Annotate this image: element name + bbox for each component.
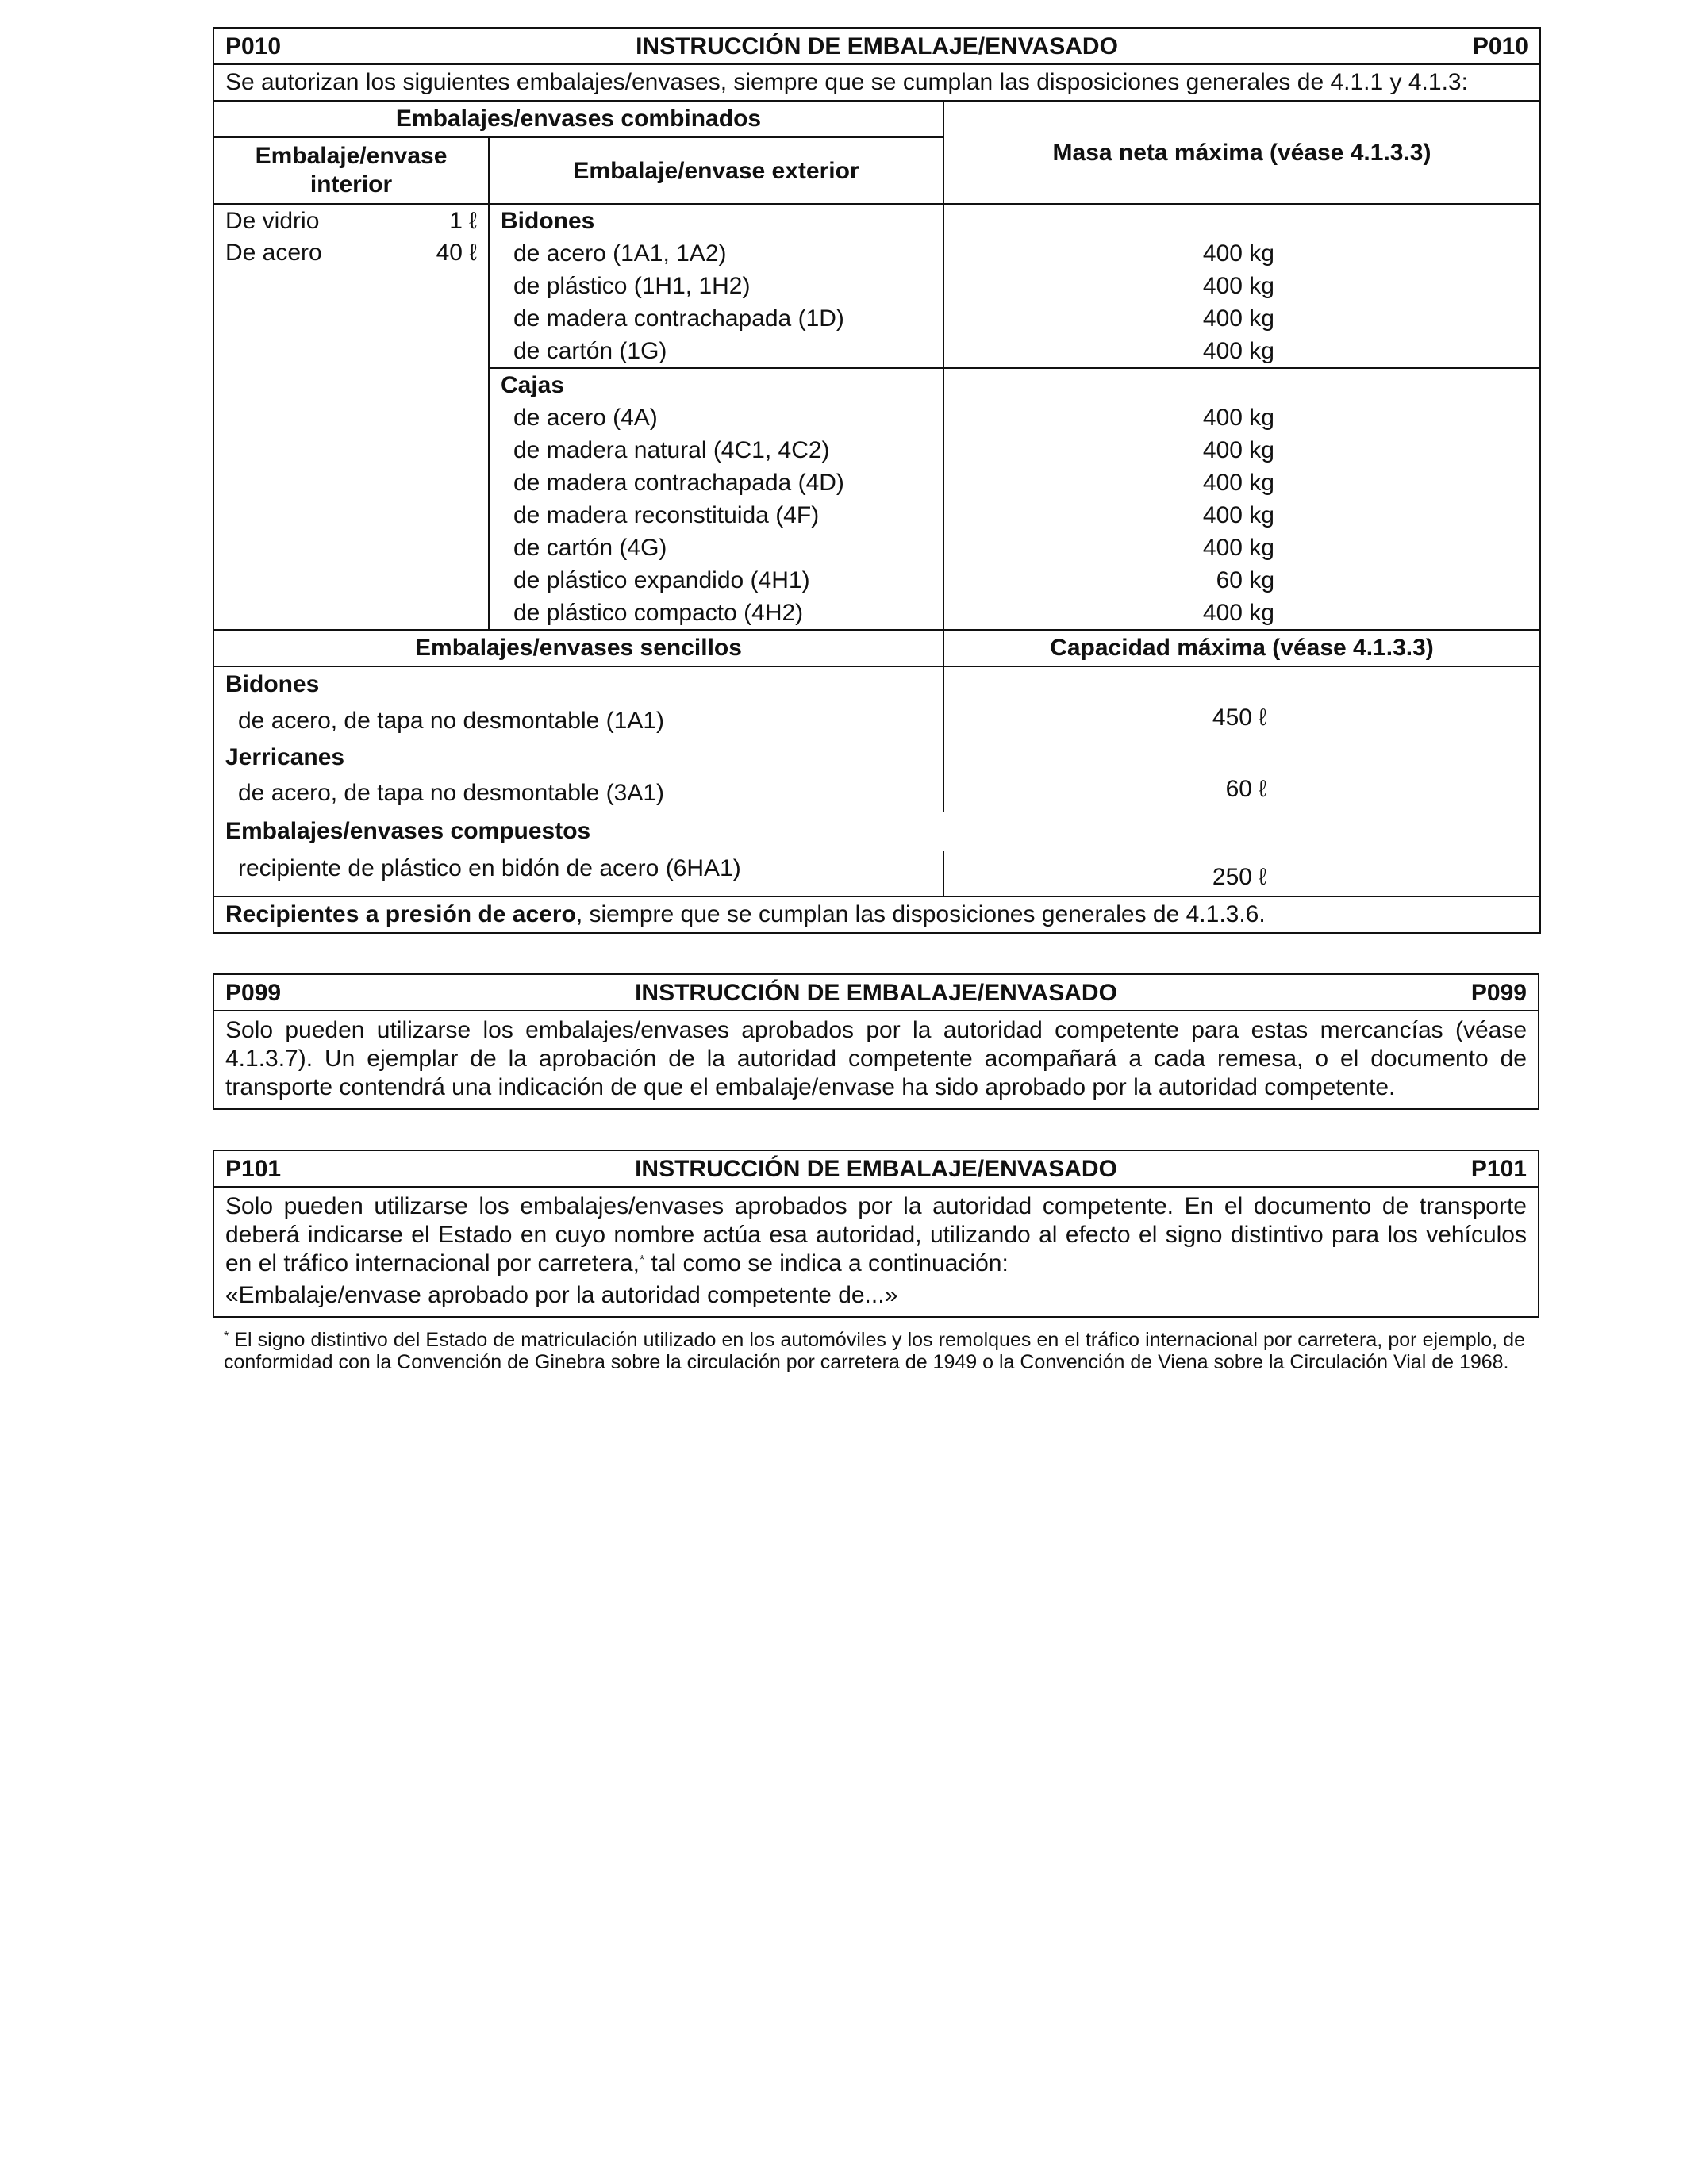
footnote [213,1329,1536,1373]
outer-group-boxes [489,368,943,630]
p099-title: INSTRUCCIÓN DE EMBALAJE/ENVASADO [635,979,1117,1006]
mass-value: 400 kg [1202,338,1274,364]
p101-text: Solo pueden utilizarse los embalajes/envases aprobados por la autoridad competente. En el documento de transporte deberá indicarse el Estado en cuyo nombre actúa esa autoridad, utilizando al efecto el signo distintivo para los vehículos en el tráfico internacional por carretera,* tal como se indica a continuación: «Embalaje/envase aprobado por la autoridad competente de...» [225,1193,1527,1308]
p101-header [214,1151,1538,1188]
p010-header [213,28,1540,64]
p099-code-left: P099 [225,979,282,1006]
mass-group-boxes [943,368,1540,630]
outer-item: de madera reconstituida (4F) [513,502,820,528]
footnote-mark: * [224,1330,229,1343]
p099-text: Solo pueden utilizarse los embalajes/envases aprobados por la autoridad competente para estas mercancías (véase 4.1.3.7). Un ejemplar de la aprobación de la autoridad competente acompañará a cada remesa, o el documento de transporte contendrá una indicación de que el embalaje/envase ha sido aprobado por la autoridad competente. [225,1017,1527,1100]
group-name: Bidones [501,208,595,234]
single-composite-heading [213,812,1540,851]
outer-item: de madera contrachapada (4D) [513,470,844,496]
outer-item: de acero (1A1, 1A2) [513,240,727,267]
p099-header [214,975,1538,1011]
p101-code-right: P101 [1470,1155,1527,1182]
p099-code-right: P099 [1470,979,1527,1006]
p101-code-left: P101 [225,1155,282,1182]
mass-value: 400 kg [1202,502,1274,528]
inner-item: De acero 40 ℓ [225,240,477,266]
mass-value: 400 kg [1202,240,1274,267]
outer-item: de plástico compacto (4H2) [513,600,804,626]
outer-item: de cartón (4G) [513,535,667,561]
inner-heading: Embalaje/envase interior [213,137,489,204]
single-group: Jerricanes [225,744,345,770]
packing-instruction-p099 [213,973,1539,1110]
single-jerricans [213,740,943,812]
inner-item: De vidrio 1 ℓ [225,208,477,234]
packing-instruction-p101 [213,1150,1539,1318]
single-drums-capacity [943,666,1540,740]
document-page [213,27,1539,1373]
capacity-heading-cell [943,630,1540,666]
mass-value: 60 kg [1216,567,1274,593]
outer-item: de acero (4A) [513,405,658,431]
single-group: Bidones [225,671,320,697]
single-jerricans-capacity [943,740,1540,812]
pressure-receptacles [213,896,1540,933]
single-group: Embalajes/envases compuestos [225,818,591,844]
single-item: de acero, de tapa no desmontable (3A1) [238,780,665,806]
p010-code-right: P010 [1472,33,1528,59]
outer-heading: Embalaje/envase exterior [489,137,943,204]
single-heading: Embalajes/envases sencillos [415,635,742,661]
group-name: Cajas [501,372,565,398]
outer-item: de plástico (1H1, 1H2) [513,273,751,299]
outer-item: de madera natural (4C1, 4C2) [513,437,830,463]
p101-quote: «Embalaje/envase aprobado por la autoridad competente de...» [225,1282,898,1308]
single-item: de acero, de tapa no desmontable (1A1) [238,708,665,734]
mass-group-drums [943,204,1540,368]
packing-instruction-p010 [213,27,1541,934]
outer-item: de plástico expandido (4H1) [513,567,810,593]
mass-value: 400 kg [1202,405,1274,431]
footnote-text: El signo distintivo del Estado de matriculación utilizado en los automóviles y los remolques en el tráfico internacional por carretera, por ejemplo, de conformidad con la Convención de Ginebra sobre la circulación por carretera de 1949 o la Convención de Viena sobre la Circulación Vial de 1968. [224,1329,1525,1373]
single-item: recipiente de plástico en bidón de acero (6HA1) [238,855,741,881]
capacity-heading: Capacidad máxima (véase 4.1.3.3) [1050,635,1434,661]
capacity-value: 60 ℓ [1225,776,1266,802]
outer-item: de madera contrachapada (1D) [513,305,844,332]
mass-value: 400 kg [1202,437,1274,463]
p101-title: INSTRUCCIÓN DE EMBALAJE/ENVASADO [635,1155,1117,1182]
p010-intro-cell [213,64,1540,101]
pressure-text: Recipientes a presión de acero, siempre que se cumplan las disposiciones generales de 4.1.3.6. [225,901,1266,927]
combined-heading-cell [213,101,943,137]
combined-heading: Embalajes/envases combinados [395,106,762,132]
outer-item: de cartón (1G) [513,338,667,364]
p010-code-left: P010 [225,33,282,59]
footnote-marker: * [639,1253,645,1267]
p010-intro: Se autorizan los siguientes embalajes/envases, siempre que se cumplan las disposiciones generales de 4.1.1 y 4.1.3: [225,69,1468,95]
mass-value: 400 kg [1202,273,1274,299]
p010-title: INSTRUCCIÓN DE EMBALAJE/ENVASADO [636,33,1118,59]
single-composite [213,851,943,896]
outer-group-drums [489,204,943,368]
mass-value: 400 kg [1202,305,1274,332]
single-heading-cell [213,630,943,666]
mass-heading: Masa neta máxima (véase 4.1.3.3) [943,101,1540,204]
capacity-value: 450 ℓ [1212,704,1266,731]
mass-value: 400 kg [1202,470,1274,496]
mass-value: 400 kg [1202,535,1274,561]
single-composite-capacity [943,851,1540,896]
mass-value: 400 kg [1202,600,1274,626]
inner-packagings-cell [213,204,489,630]
single-drums [213,666,943,740]
capacity-value: 250 ℓ [1212,864,1266,890]
